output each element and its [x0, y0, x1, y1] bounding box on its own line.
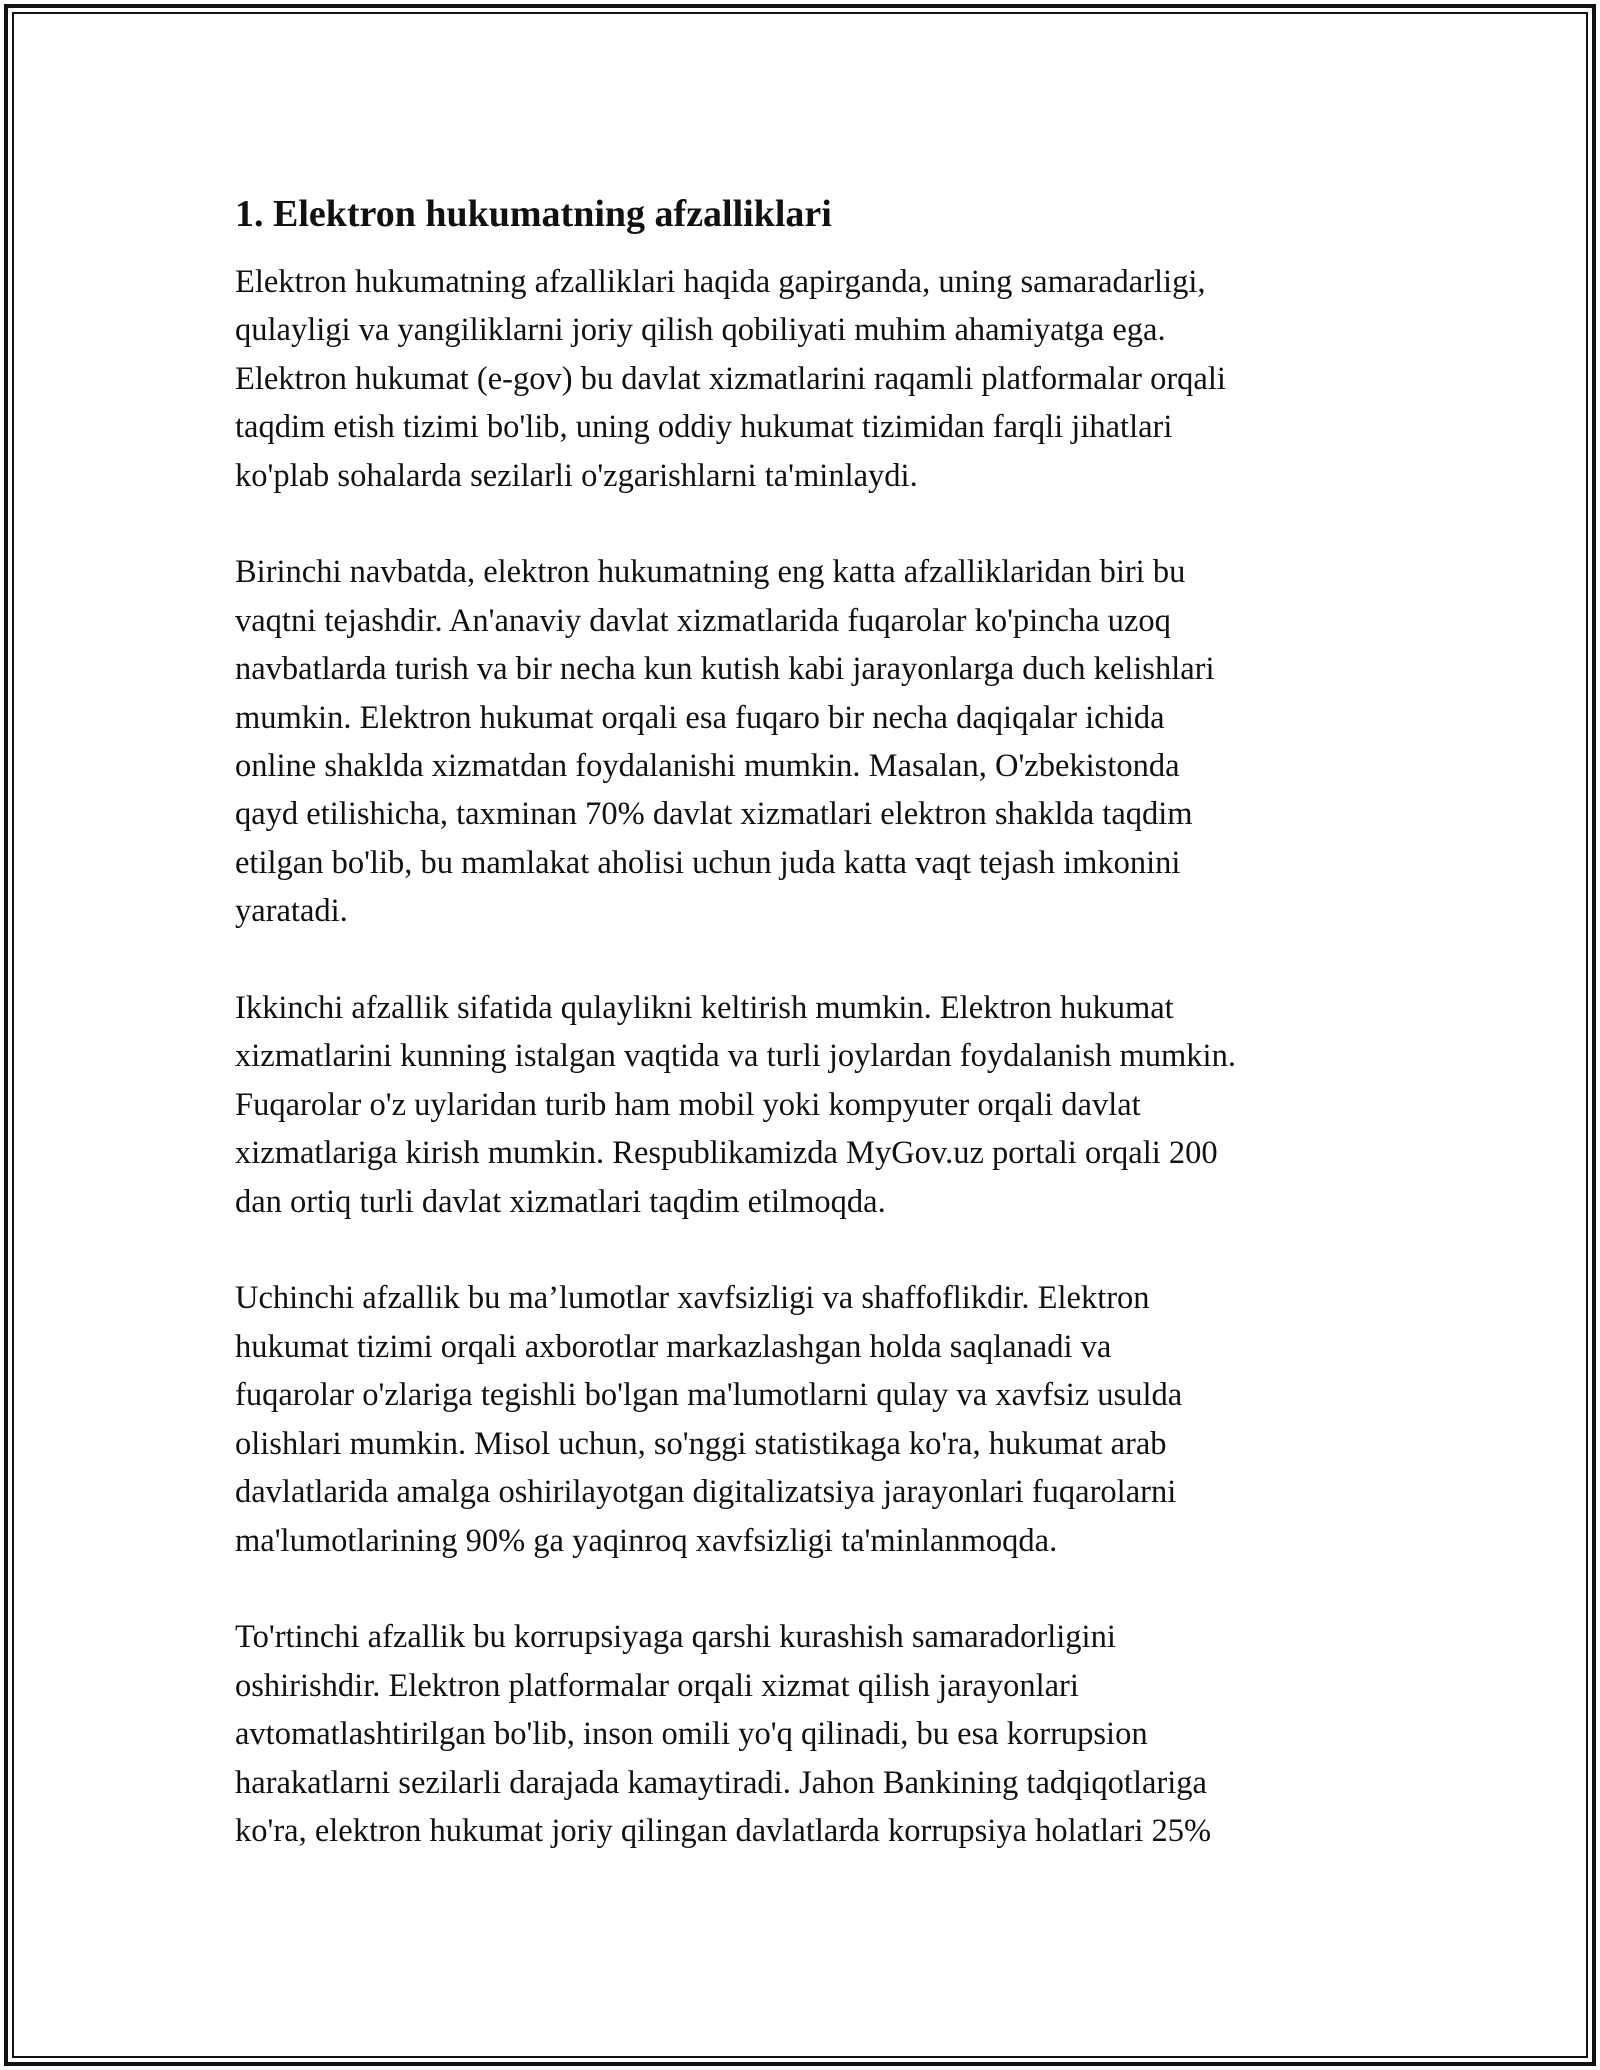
paragraph-fourth-advantage: To'rtinchi afzallik bu korrupsiyaga qarshi kurashish samaradorligini oshirishdir. Elektron platformalar orqali xizmat qilish jarayonlari avtomatlashtirilgan bo'lib, inson omili yo'q qilinadi, bu esa korrupsion harakatlarni sezilarli darajada kamaytiradi. Jahon Bankining tadqiqotlariga ko'ra, elektron hukumat joriy qilingan davlatlarda korrupsiya holatlari 25%: [235, 1619, 1212, 1849]
paragraph-first-advantage: Birinchi navbatda, elektron hukumatning eng katta afzalliklaridan biri bu vaqtni tejashdir. An'anaviy davlat xizmatlarida fuqarolar ko'pincha uzoq navbatlarda turish va bir necha kun kutish kabi jarayonlarga duch kelishlari mumkin. Elektron hukumat orqali esa fuqaro bir necha daqiqalar ichida online shaklda xizmatdan foydalanishi mumkin. Masalan, O'zbekistonda qayd etilishicha, taxminan 70% davlat xizmatlari elektron shaklda taqdim etilgan bo'lib, bu mamlakat aholisi uchun juda katta vaqt tejash imkonini yaratadi.: [235, 554, 1215, 930]
paragraph-third-advantage: Uchinchi afzallik bu ma’lumotlar xavfsizligi va shaffoflikdir. Elektron hukumat tizimi orqali axborotlar markazlashgan holda saqlanadi va fuqarolar o'zlariga tegishli bo'lgan ma'lumotlarni qulay va xavfsiz usulda olishlari mumkin. Misol uchun, so'nggi statistikaga ko'ra, hukumat arab davlatlarida amalga oshirilayotgan digitalizatsiya jarayonlari fuqarolarni ma'lumotlarining 90% ga yaqinroq xavfsizligi ta'minlanmoqda.: [235, 1280, 1183, 1559]
paragraph-second-advantage: Ikkinchi afzallik sifatida qulaylikni keltirish mumkin. Elektron hukumat xizmatlarini kunning istalgan vaqtida va turli joylardan foydalanish mumkin. Fuqarolar o'z uylaridan turib ham mobil yoki kompyuter orqali davlat xizmatlariga kirish mumkin. Respublikamizda MyGov.uz portali orqali 200 dan ortiq turli davlat xizmatlari taqdim etilmoqda.: [235, 990, 1236, 1220]
document-body: [235, 190, 1385, 1904]
section-heading: 1. Elektron hukumatning afzalliklari: [235, 193, 832, 235]
paragraph-intro: Elektron hukumatning afzalliklari haqida gapirganda, uning samaradarligi, qulayligi va yangiliklarni joriy qilish qobiliyati muhim ahamiyatga ega. Elektron hukumat (e-gov) bu davlat xizmatlarini raqamli platformalar orqali taqdim etish tizimi bo'lib, uning oddiy hukumat tizimidan farqli jihatlari ko'plab sohalarda sezilarli o'zgarishlarni ta'minlaydi.: [235, 264, 1226, 494]
